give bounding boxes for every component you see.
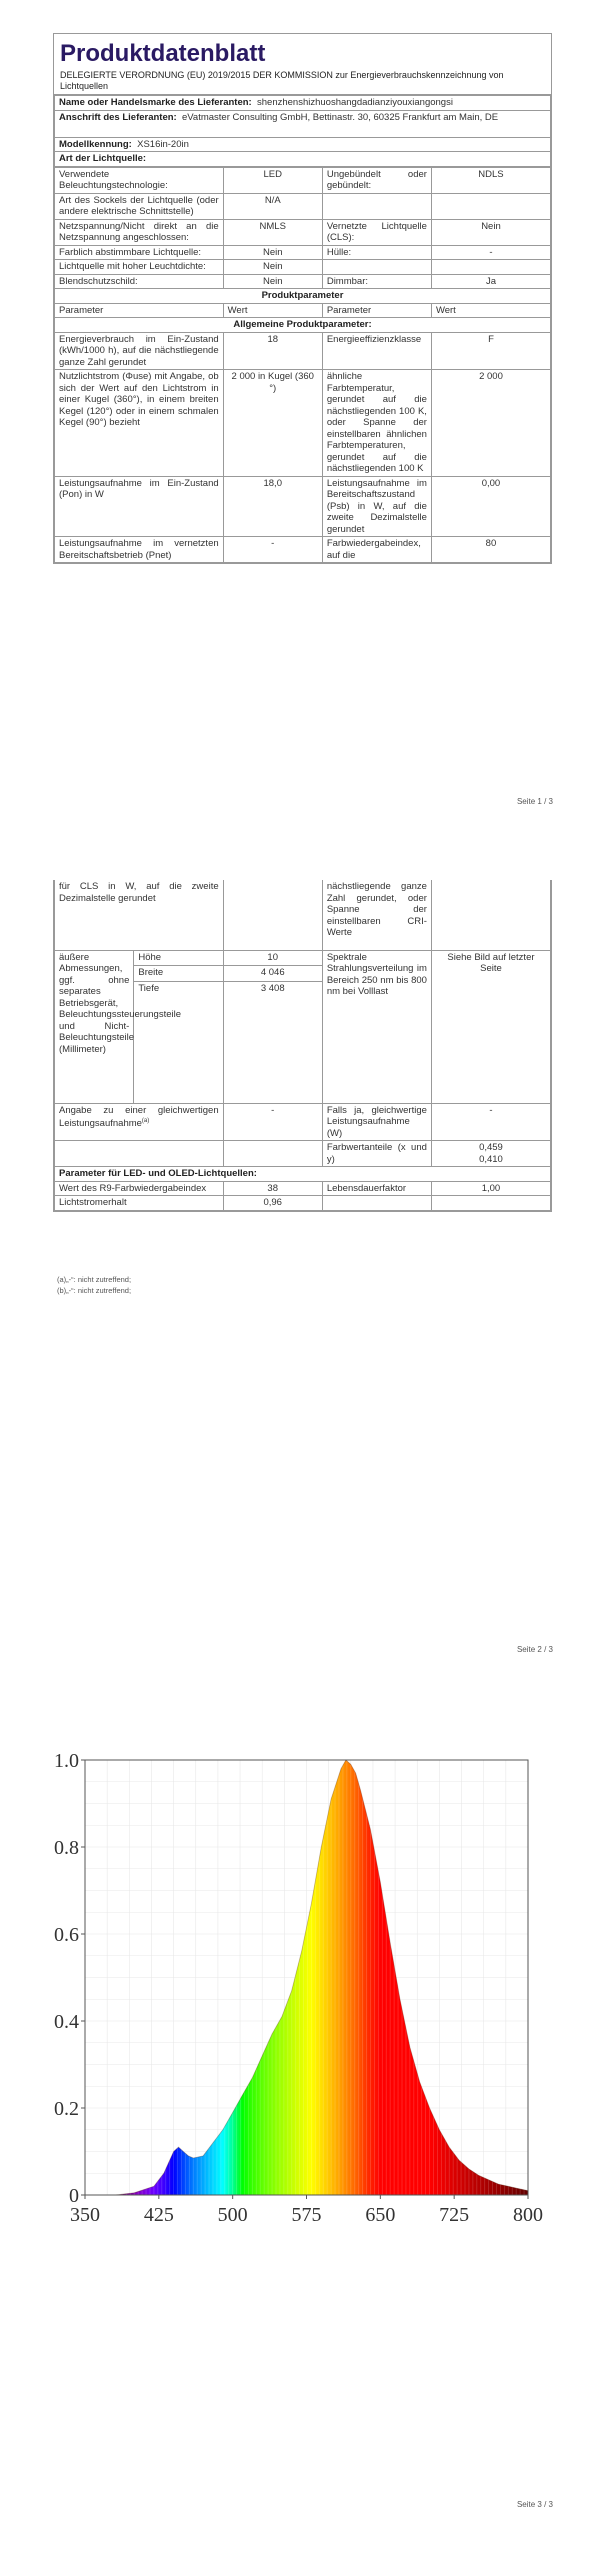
table-row: Blendschutzschild: Nein Dimmbar: Ja	[55, 274, 551, 289]
y-tick-label: 0.4	[54, 2011, 79, 2033]
table-row: Lichtquelle mit hoher Leuchtdichte: Nein	[55, 260, 551, 275]
table-row: Lichtstromerhalt 0,96	[55, 1196, 551, 1211]
general-params-heading: Allgemeine Produktparameter:	[55, 318, 551, 333]
y-tick-label: 0.2	[54, 2098, 79, 2120]
page-1	[0, 0, 603, 820]
product-params-heading: Produktparameter	[55, 289, 551, 304]
table-row: Art des Sockels der Lichtquelle (oder andere elektrische Schnittstelle) N/A	[55, 193, 551, 219]
footnote-a: (a)„-“: nicht zutreffend;	[57, 1275, 132, 1284]
model-row: Modellkennung: XS16in-20in	[55, 137, 551, 152]
page-number: Seite 1 / 3	[516, 797, 553, 806]
x-tick-label: 350	[70, 2204, 100, 2226]
table-row: Breite 4 046	[55, 966, 551, 982]
model-id: XS16in-20in	[137, 138, 189, 150]
document-subtitle: DELEGIERTE VERORDNUNG (EU) 2019/2015 DER KOMMISSION zur Energieverbrauchskennzeichnung von Lichtquellen	[60, 70, 504, 91]
document-title: Produktdatenblatt	[60, 40, 266, 67]
x-tick-label: 500	[217, 2204, 248, 2226]
continued-table	[54, 880, 551, 1211]
datasheet-page-1	[53, 33, 552, 564]
led-params-heading: Parameter für LED- und OLED-Lichtquellen:	[55, 1167, 551, 1182]
supplier-address: eVatmaster Consulting GmbH, Bettinastr. 30, 60325 Frankfurt am Main, DE	[182, 111, 499, 123]
footnotes	[55, 1274, 131, 1296]
page-2	[0, 880, 603, 1680]
y-tick-label: 0	[69, 2185, 79, 2207]
x-tick-label: 800	[513, 2204, 543, 2226]
footnote-b: (b)„-“: nicht zutreffend;	[57, 1286, 132, 1295]
supplier-name: shenzhenshizhuoshangdadianziyouxiangongsi	[257, 97, 453, 108]
table-row: Farbwertanteile (x und y) 0,459 0,410	[55, 1141, 551, 1167]
x-tick-label: 425	[143, 2204, 174, 2226]
y-tick-label: 0.6	[54, 1924, 79, 1946]
y-tick-label: 0.8	[54, 1837, 79, 1859]
table-row: Netzspannung/Nicht direkt an die Netzspannung angeschlossen: NMLS Vernetzte Lichtquelle (CLS): Nein	[55, 219, 551, 245]
spectral-chart	[53, 1750, 550, 2270]
title-box	[54, 34, 551, 95]
table-row: Angabe zu einer gleichwertigen Leistungsaufnahme$^{(a)}$ - Falls ja, gleichwertige Leistungsaufnahme (W) -	[55, 1103, 551, 1141]
supplier-table	[54, 95, 551, 167]
table-row: Verwendete Beleuchtungstechnologie: LED Ungebündelt oder gebündelt: NDLS	[55, 167, 551, 193]
table-row: für CLS in W, auf die zweite Dezimalstelle gerundet nächstliegende ganze Zahl gerundet, oder Spanne der einstellbaren CRI-Werte	[55, 880, 551, 950]
table-row: Wert des R9-Farbwiedergabeindex 38 Lebensdauerfaktor 1,00	[55, 1181, 551, 1196]
x-tick-label: 575	[291, 2204, 322, 2226]
table-row: Leistungsaufnahme im vernetzten Bereitschaftsbetrieb (Pnet) - Farbwiedergabeindex, auf die 80	[55, 537, 551, 563]
table-row: Nutzlichtstrom (Φuse) mit Angabe, ob sich der Wert auf den Lichtstrom in einer Kugel (360°), in einem breiten Kegel (120°) oder in einem schmalen Kegel (90°) bezieht 2 000 in Kugel (360 °) ähnliche Farbtemperatur, gerundet auf die nächstliegenden 100 K, oder Spanne der einstellbaren ähnlichen Farbtemperaturen, gerundet auf die nächstliegenden 100 K 2 000	[55, 370, 551, 477]
datasheet-page-2	[53, 880, 552, 1212]
light-source-table	[54, 167, 551, 564]
x-tick-label: 650	[365, 2204, 396, 2226]
table-row: Leistungsaufnahme im Ein-Zustand (Pon) in W 18,0 Leistungsaufnahme im Bereitschaftszustand (Psb) in W, auf die zweite Dezimalstelle gerundet 0,00	[55, 476, 551, 537]
light-source-type-heading: Art der Lichtquelle:	[55, 152, 551, 167]
table-row: Farblich abstimmbare Lichtquelle: Nein Hülle: -	[55, 245, 551, 260]
page-number: Seite 3 / 3	[516, 2500, 553, 2509]
x-tick-label: 725	[439, 2204, 470, 2226]
page-3	[0, 1700, 603, 2560]
page-number: Seite 2 / 3	[516, 1645, 553, 1654]
dimensions-row: äußere Abmessungen, ggf. ohne separates Betriebsgerät, Beleuchtungssteuerungsteile und Nicht-Beleuchtungsteile (Millimeter) Höhe 10 Spektrale Strahlungsverteilung im Bereich 250 nm bis 800 nm bei Volllast Siehe Bild auf letzter Seite	[55, 950, 551, 966]
table-row: Energieverbrauch im Ein-Zustand (kWh/1000 h), auf die nächstliegende ganze Zahl gerundet 18 Energieeffizienzklasse F	[55, 332, 551, 370]
table-row: Tiefe 3 408	[55, 981, 551, 1103]
y-tick-label: 1.0	[54, 1750, 79, 1772]
params-header-row: Parameter Wert Parameter Wert	[55, 303, 551, 318]
supplier-name-row: Name oder Handelsmarke des Lieferanten: shenzhenshizhuoshangdadianziyouxiangongsi	[55, 96, 551, 111]
spectral-chart-svg	[53, 1750, 550, 2270]
supplier-address-row: Anschrift des Lieferanten: eVatmaster Consulting GmbH, Bettinastr. 30, 60325 Frankfurt am Main, DE	[55, 110, 551, 137]
